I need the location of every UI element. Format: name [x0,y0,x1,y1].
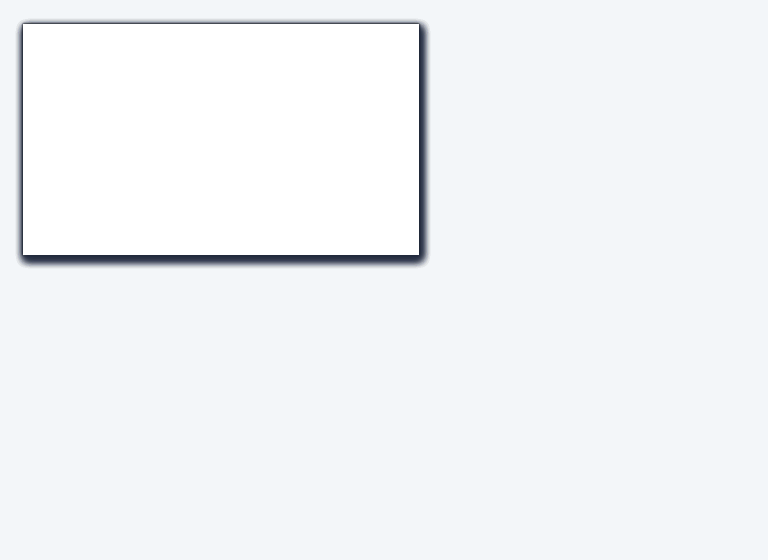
sla-document-main-page[interactable] [23,24,419,255]
